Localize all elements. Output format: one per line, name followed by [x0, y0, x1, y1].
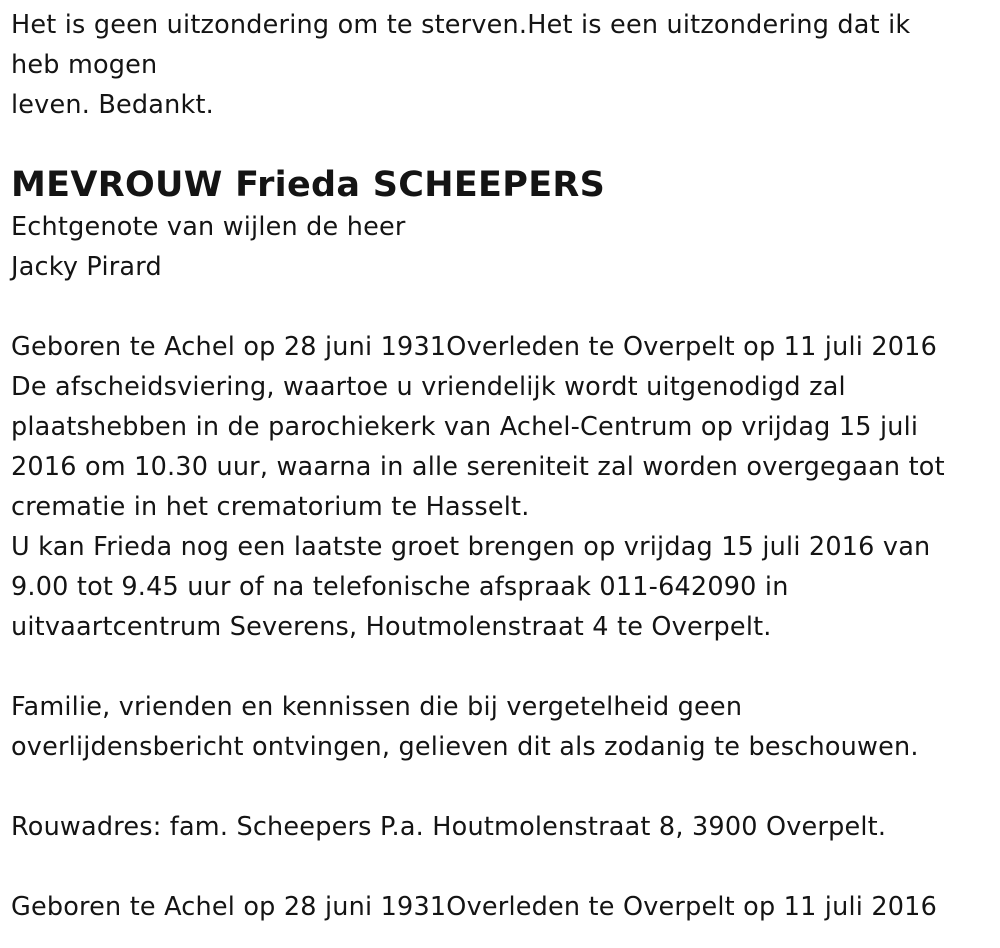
notice-block: [11, 687, 991, 767]
notice-line: overlijdensbericht ontvingen, gelieven dit als zodanig te beschouwen.: [11, 732, 919, 762]
mourning-address: Rouwadres: fam. Scheepers P.a. Houtmolenstraat 8, 3900 Overpelt.: [11, 812, 887, 842]
spouse-line: Echtgenote van wijlen de heer: [11, 212, 406, 242]
announcement-line: U kan Frieda nog een laatste groet brengen op vrijdag 15 juli 2016 van: [11, 532, 931, 562]
spacer: [11, 287, 991, 327]
announcement-line: Geboren te Achel op 28 juni 1931Overleden te Overpelt op 11 juli 2016: [11, 332, 938, 362]
spouse-block: [11, 207, 991, 287]
spacer: [11, 767, 991, 807]
motto-line: heb mogen: [11, 50, 158, 80]
spacer: [11, 647, 991, 687]
announcement-line: crematie in het crematorium te Hasselt.: [11, 492, 530, 522]
spacer: [11, 125, 991, 165]
spouse-line: Jacky Pirard: [11, 252, 162, 282]
announcement-line: De afscheidsviering, waartoe u vriendelijk wordt uitgenodigd zal: [11, 372, 846, 402]
motto-line: Het is geen uitzondering om te sterven.Het is een uitzondering dat ik: [11, 10, 911, 40]
deceased-name: MEVROUW Frieda SCHEEPERS: [11, 165, 606, 205]
footer-dates: Geboren te Achel op 28 juni 1931Overleden te Overpelt op 11 juli 2016: [11, 892, 938, 922]
notice-line: Familie, vrienden en kennissen die bij vergetelheid geen: [11, 692, 743, 722]
announcement-line: 9.00 tot 9.45 uur of na telefonische afspraak 011-642090 in: [11, 572, 789, 602]
motto-block: [11, 5, 991, 125]
obituary-document: [11, 5, 991, 927]
announcement-line: plaatshebben in de parochiekerk van Achel-Centrum op vrijdag 15 juli: [11, 412, 919, 442]
announcement-line: 2016 om 10.30 uur, waarna in alle sereniteit zal worden overgegaan tot: [11, 452, 945, 482]
spacer: [11, 847, 991, 887]
announcement-block: [11, 327, 991, 647]
motto-line: leven. Bedankt.: [11, 90, 214, 120]
announcement-line: uitvaartcentrum Severens, Houtmolenstraat 4 te Overpelt.: [11, 612, 772, 642]
